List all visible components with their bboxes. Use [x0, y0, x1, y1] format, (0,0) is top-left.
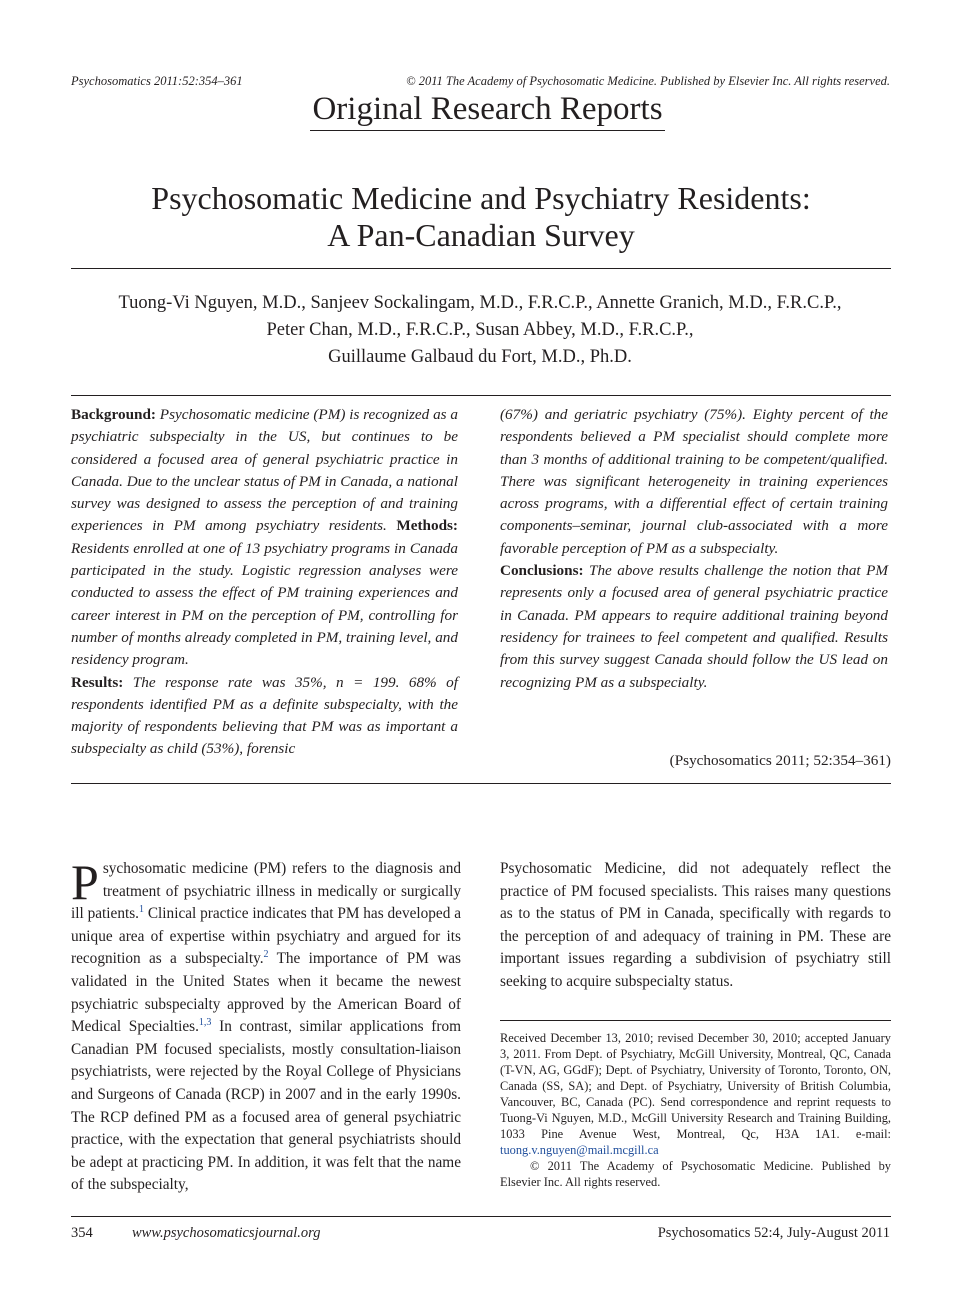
abstract-results-text-continued: (67%) and geriatric psychiatry (75%). Eighty percent of the respondents believed a PM specialist should complete more than 3 months of additional training to be competent/qualified. There was significant heterogeneity in training experiences across programs, with a differential effect of certain training components–seminar, journal club-associated with a more favorable perception of PM as a subspecialty. — [500, 406, 888, 557]
abstract-methods-label: Methods: — [396, 517, 458, 535]
abstract-conclusions-label: Conclusions: — [500, 562, 584, 580]
journal-website-link[interactable]: www.psychosomaticsjournal.org — [132, 1225, 321, 1241]
journal-issue: Psychosomatics 52:4, July-August 2011 — [657, 1225, 890, 1241]
footer-rule — [71, 1216, 891, 1217]
abstract-background-text: Psychosomatic medicine (PM) is recognized as a psychiatric subspecialty in the US, but continues to be considered a focused area of general psychiatric practice in Canada. Due to the unclear status of PM in Canada, a national survey was designed to assess the perception of and training experiences in PM among psychiatry residents. — [71, 406, 459, 535]
abstract-citation: (Psychosomatics 2011; 52:354–361) — [669, 752, 891, 769]
abstract-conclusions-text: The above results challenge the notion that PM represents only a focused area of general psychiatric practice in Canada. PM appears to require additional training beyond residency for trainees to feel competent and qualified. Results from this survey suggest Canada should follow the US lead on recognizing PM as a subspecialty. — [500, 562, 888, 691]
body-text-3: The importance of PM was validated in the United States when it became the newest psychiatric subspecialty approved by the American Board of Medical Specialties. — [71, 950, 461, 1036]
reference-link-1[interactable]: 1 — [139, 904, 144, 916]
footnote-rule — [500, 1020, 891, 1021]
abstract-results-label: Results: — [71, 673, 124, 691]
running-header-journal-ref: Psychosomatics 2011:52:354–361 — [71, 74, 243, 88]
footnote-copyright: © 2011 The Academy of Psychosomatic Medicine. Published by Elsevier Inc. All rights reserved. — [500, 1159, 891, 1189]
authors-line-2: Peter Chan, M.D., F.R.C.P., Susan Abbey, M.D., F.R.C.P., — [266, 320, 694, 340]
article-title-line-2: A Pan-Canadian Survey — [327, 217, 635, 253]
body-right-column — [500, 858, 891, 994]
article-title — [0, 180, 962, 254]
title-rule — [71, 268, 891, 269]
abstract-left-column — [71, 404, 458, 761]
body-text-5: Psychosomatic Medicine, did not adequately reflect the practice of PM focused specialists. This raises many questions as to the status of PM in Canada, specifically with regards to the perception of and adequacy of training in PM. These are important issues regarding a subdivision of psychiatry still seeking to acquire subspecialty status. — [500, 860, 891, 990]
authors-line-3: Guillaume Galbaud du Fort, M.D., Ph.D. — [328, 347, 632, 367]
reference-link-2[interactable]: 2 — [263, 949, 269, 961]
abstract-right-column — [500, 404, 888, 694]
page-number: 354 — [71, 1225, 93, 1241]
abstract-results-text: The response rate was 35%, n = 199. 68% of respondents identified PM as a definite subspecialty, with the majority of respondents believing that PM was as important a subspecialty as child (53%), forensic — [71, 673, 458, 758]
section-title-text: Original Research Reports — [310, 90, 664, 131]
article-footnote — [500, 1030, 891, 1190]
abstract-bottom-rule — [71, 783, 891, 784]
email-link[interactable]: tuong.v.nguyen@mail.mcgill.ca — [500, 1143, 659, 1157]
article-title-line-1: Psychosomatic Medicine and Psychiatry Residents: — [151, 180, 811, 216]
body-text-4: In contrast, similar applications from Canadian PM focused specialists, mostly consultation-liaison psychiatrists, were rejected by the Royal College of Physicians and Surgeons of Canada (RCP) in 2007 and in the early 1990s. The RCP defined PM as a focused area of general psychiatric practice, with the expectation that general psychiatrists should be adept at practicing PM. In addition, it was felt that the name of the subspecialty, — [71, 1018, 461, 1194]
drop-cap: P — [71, 854, 99, 910]
body-text-1: sychosomatic medicine (PM) refers to the diagnosis and treatment of psychiatric illness in medically or surgically ill patients. — [71, 860, 461, 923]
authors-line-1: Tuong-Vi Nguyen, M.D., Sanjeev Sockalingam, M.D., F.R.C.P., Annette Granich, M.D., F.R.C.P., — [118, 293, 842, 313]
abstract-background-label: Background: — [71, 406, 156, 423]
section-title — [0, 90, 975, 131]
reference-link-1-3[interactable]: 1,3 — [198, 1017, 212, 1029]
footnote-text: Received December 13, 2010; revised December 30, 2010; accepted January 3, 2011. From Dept. of Psychiatry, McGill University, Montreal, QC, Canada (T-VN, AG, GGdF); Dept. of Psychiatry, University of Toronto, Toronto, ON, Canada (SS, SA); and Dept. of Psychiatry, University of British Columbia, Vancouver, BC, Canada (PC). Send correspondence and reprint requests to Tuong-Vi Nguyen, M.D., McGill University Research and Training Building, 1033 Pine Avenue West, Montreal, Qc, H3A 1A1. e-mail: — [500, 1031, 891, 1141]
body-text-2: Clinical practice indicates that PM has developed a unique area of expertise within psychiatry and argued for its recognition as a subspecialty. — [71, 905, 461, 968]
abstract-methods-text: Residents enrolled at one of 13 psychiatry programs in Canada participated in the study. Logistic regression analyses were conducted to assess the effect of PM training experiences and career interest in PM on the perception of PM, controlling for number of months already completed in PM, training level, and residency program. — [71, 539, 458, 669]
running-header-copyright: © 2011 The Academy of Psychosomatic Medicine. Published by Elsevier Inc. All rights reserved. — [406, 74, 890, 88]
author-list — [60, 290, 900, 371]
body-left-column — [71, 854, 461, 1197]
abstract-top-rule — [71, 395, 891, 396]
